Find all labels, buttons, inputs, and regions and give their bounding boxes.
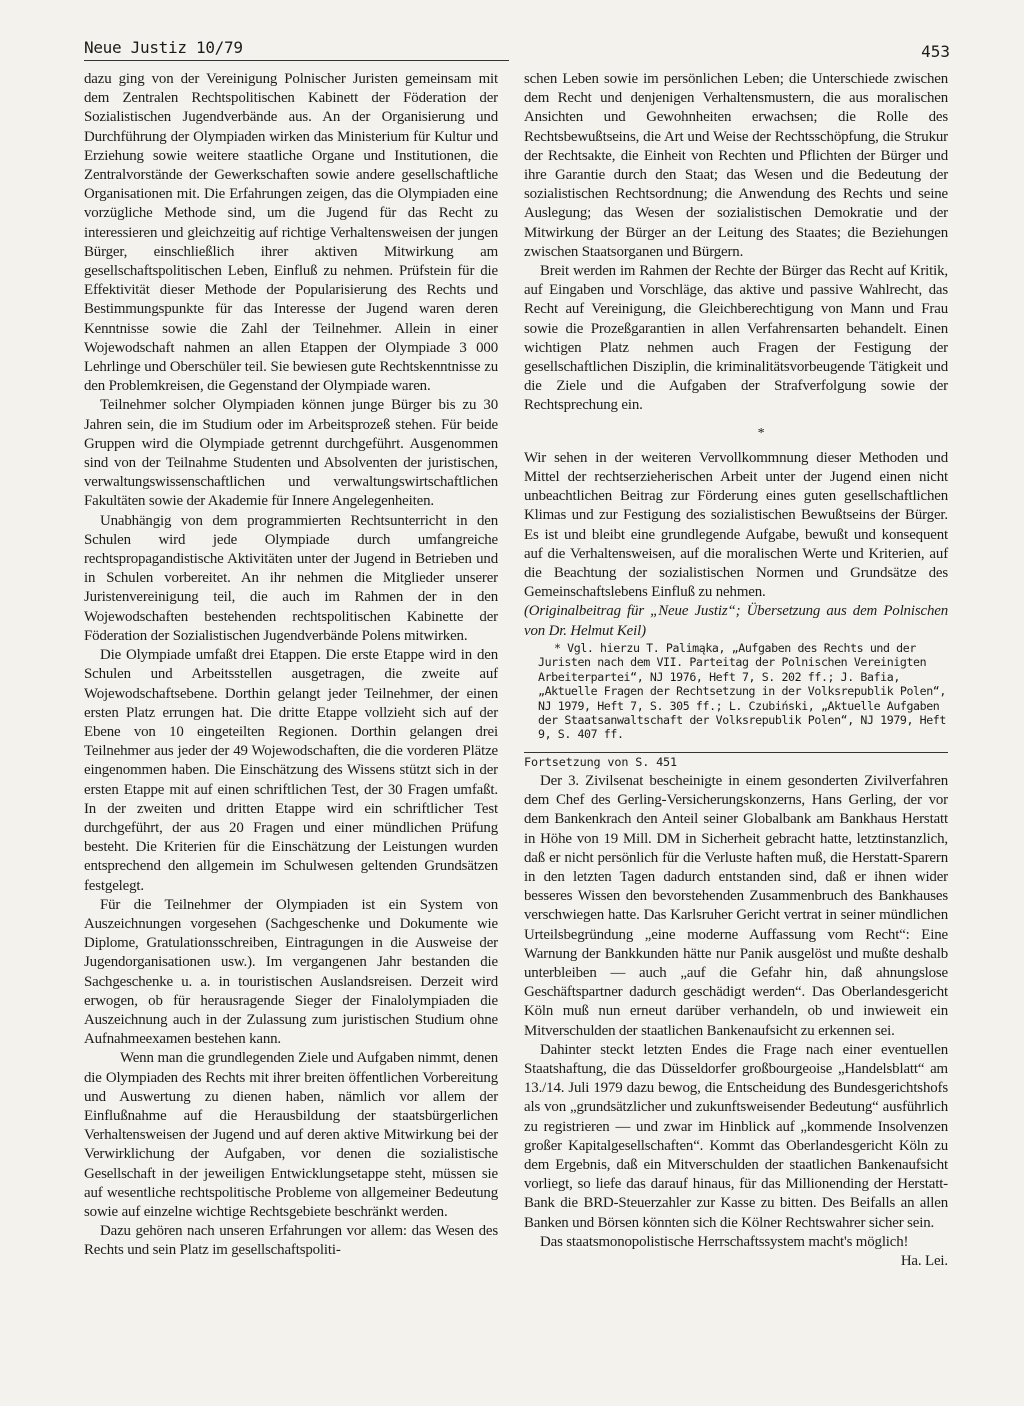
- paragraph: Dazu gehören nach unseren Erfahrungen vor allem: das Wesen des Rechts und sein Platz im gesellschaftspoliti-: [84, 1223, 498, 1259]
- footnote: * Vgl. hierzu T. Palimąka, „Aufgaben des Rechts und der Juristen nach dem VII. Parteitag der Polnischen Vereinigten Arbeiterpartei“, NJ 1976, Heft 7, S. 202 ff.; J. Bafia, „Aktuelle Fragen der Rechtsetzung in der Volksrepublik Polen“, NJ 1979, Heft 7, S. 305 ff.; L. Czubiński, „Aktuelle Aufgaben der Staatsanwaltschaft der Volksrepublik Polen“, NJ 1979, Heft 9, S. 407 ff.: [538, 640, 946, 742]
- paragraph: schen Leben sowie im persönlichen Leben; die Unterschiede zwischen dem Recht und denjenigen Verhaltensmustern, die aus moralischen Ansichten und Gewohnheiten erwachsen; die Rolle des Rechtsbewußtseins, die Art und Weise der Rechtsschöpfung, die Strukur der Rechtsakte, die Einheit von Rechten und Pflichten der Bürger und ihre Garantie durch den Staat; das Wesen und die Bedeutung der sozialistischen Rechtsordnung; die Anwendung des Rechts und seine Auslegung; das Wesen der sozialistischen Demokratie und der Mitwirkung der Bürger an der Leitung des Staates; die Beziehungen zwischen Staatsorganen und Bürgern.: [524, 71, 948, 260]
- paragraph: Teilnehmer solcher Olympiaden können junge Bürger bis zu 30 Jahren sein, die im Studium oder im Arbeitsprozeß stehen. Für beide Gruppen wird die Olympiade getrennt durchgeführt. Ausgenommen sind von der Teilnahme Studenten und Absolventen der juristischen, verwaltungswissenschaftlichen und verwaltungswirtschaftlichen Fakultäten sowie der Akademie für Innere Angelegenheiten.: [84, 397, 498, 510]
- signature: Ha. Lei.: [900, 1253, 948, 1270]
- paragraph: Dahinter steckt letzten Endes die Frage nach einer eventuellen Staatshaftung, die das Düsseldorfer großbourgeoise „Handelsblatt“ am 13./14. Juli 1979 dazu bewog, die Entscheidung des Bundesgerichtshofs als von „grundsätzlicher und zukunftsweisender Bedeutung“ ausführlich zu registrieren — und zwar im Hinblick auf „kommende Insolvenzen großer Kapitalgesellschaften“. Kommt das Oberlandesgericht Köln zu dem Ergebnis, daß ein Mitverschulden der staatlichen Bankenaufsicht vorliegt, so liefe das darauf hinaus, für das Millionending der Herstatt-Bank die BRD-Steuerzahler zur Kasse zu bitten. Des Beifalls an allen Banken und Börsen könnten sich die Kölner Rechtswahrer sicher sein.: [524, 1041, 948, 1231]
- paragraph: dazu ging von der Vereinigung Polnischer Juristen gemeinsam mit dem Zentralen Rechtspolitischen Kabinett der Föderation der Sozialistischen Jugendverbände aus. An der Organisierung und Durchführung der Olympiaden wirken das Ministerium für Kultur und Erziehung sowie weitere staatliche Organe und Institutionen, die Zentralvorstände der Gewerkschaften sowie andere gesellschaftliche Organisationen mit. Die Erfahrungen zeigen, das die Olympiaden eine vorzügliche Methode sind, um die Jugend für das Recht zu interessieren und gleichzeitig auf richtige Verhaltensweisen der jungen Bürger, einschließlich ihrer aktiven Mitwirkung am gesellschaftspolitischen Leben, Einfluß zu nehmen. Prüfstein für die Effektivität dieser Methode der Popularisierung des Rechts und Bestimmungspunkte für das Interesse der Jugend waren deren Kenntnisse sowie die Zahl der Teilnehmer. Allein in einer Wojewodschaft nahmen an allen Etappen der Olympiade 3 000 Lehrlinge und Oberschüler teil. Sie bewiesen gute Rechtskenntnisse zu den Problemkreisen, die Gegenstand der Olympiade waren.: [84, 71, 498, 395]
- paragraph: Breit werden im Rahmen der Rechte der Bürger das Recht auf Kritik, auf Eingaben und Vorschläge, das aktive und passive Wahlrecht, das Recht auf Vereinigung, die Gleichberechtigung von Mann und Frau sowie die Prozeßgarantien in allen Verfahrensarten behandelt. Einen wichtigen Platz nehmen auch Fragen der Festigung der gesellschaftlichen Disziplin, die kriminalitätsvorbeugende Tätigkeit und die Ziele und die Aufgaben der Strafverfolgung sowie der Rechtsprechung ein.: [524, 263, 948, 414]
- asterisk-divider: *: [757, 425, 765, 441]
- paragraph: Der 3. Zivilsenat bescheinigte in einem gesonderten Zivilverfahren dem Chef des Gerling-Versicherungskonzerns, Hans Gerling, der vor dem Bankenkrach den Anteil seiner Globalbank am Bankhaus Herstatt in Höhe von 19 Mill. DM in Sicherheit gebracht hatte, letztinstanzlich, daß er nicht persönlich für die Verluste haften muß, die Herstatt-Sparern in den letzten Tagen dadurch entstanden sind, daß er ihnen wider besseres Wissen den bevorstehenden Zusammenbruch des Bankhauses verschwiegen hatte. Das Karlsruher Gericht vertrat in seiner mündlichen Urteilsbegründung „eine moderne Auffassung vom Recht“: Eine Warnung der Bankkunden hätte nur Panik ausgelöst und mußte deshalb unterbleiben — auch „auf die Gefahr hin, daß ahnungslose Geschäftspartner dadurch geschädigt werden“. Das Oberlandesgericht Köln muß nun erneut darüber verhandeln, ob und inwieweit ein Mitverschulden der staatlichen Bankenaufsicht zu erkennen sei.: [524, 772, 948, 1039]
- section-divider: [524, 424, 948, 443]
- article-credit: (Originalbeitrag für „Neue Justiz“; Übersetzung aus dem Polnischen von Dr. Helmut Keil): [524, 603, 948, 639]
- left-column: [84, 70, 498, 1261]
- page-number: 453: [921, 42, 950, 61]
- paragraph: Das staatsmonopolistische Herrschaftssystem macht's möglich!: [540, 1233, 909, 1250]
- paragraph: Wenn man die grundlegenden Ziele und Aufgaben nimmt, denen die Olympiaden des Rechts mit ihrer breiten öffentlichen Vorbereitung und Auswertung zu dienen haben, nämlich vor allem der Einflußnahme auf die Herausbildung der staatsbürgerlichen Verhaltensweisen der Jugend und auf deren aktive Mitwirkung bei der Verwirklichung der Aufgaben, vor denen die sozialistische Gesellschaft in der jeweiligen Entwicklungsetappe steht, müssen sie auf wesentliche rechtspolitische Probleme von allgemeiner Bedeutung sowie auf einzelne wichtige Rechtsgebiete beschränkt werden.: [84, 1050, 498, 1220]
- right-column: [524, 70, 948, 1271]
- paragraph: Die Olympiade umfaßt drei Etappen. Die erste Etappe wird in den Schulen und Arbeitsstellen ausgetragen, die zweite auf Wojewodschaftsebene. Dorthin gelangt jeder Teilnehmer, der einen ersten Platz errungen hat. Die dritte Etappe vollzieht sich auf der Ebene von 10 eingeteilten Regionen. Dorthin gelangen drei Teilnehmer aus jeder der 49 Wojewodschaften, die die vorderen Plätze eingenommen haben. Die Einschätzung des Wissens stützt sich in der ersten Etappe mit auf einen schriftlichen Test, der 30 Fragen umfaßt. In der zweiten und dritten Etappe wird ein schriftlicher Test durchgeführt, der aus 20 Fragen und einer mündlichen Prüfung besteht. Die Kriterien für die Einschätzung der Leistungen wurden entsprechend den allgemein im Schulwesen geltenden Grundsätzen festgelegt.: [84, 647, 498, 894]
- paragraph: Unabhängig von dem programmierten Rechtsunterricht in den Schulen wird jede Olympiade durch umfangreiche rechtspropagandistische Aktivitäten unter der Jugend in Betrieben und in Schulen vorbereitet. An ihr nehmen die Mitglieder unserer Juristenvereinigung teil, die auch im Rahmen der in den Wojewodschaften bestehenden rechtspolitischen Kabinette der Föderation der Sozialistischen Jugendverbände Polens mitwirken.: [84, 512, 498, 644]
- closing-paragraph: Wir sehen in der weiteren Vervollkommnung dieser Methoden und Mittel der rechtserzieherischen Arbeit unter der Jugend einen nicht unbeachtlichen Beitrag zur Förderung eines guten gesellschaftlichen Klimas und zur Festigung des sozialistischen Bewußtseins der Bürger. Es ist und bleibt eine grundlegende Aufgabe, bewußt und konsequent auf die Verhaltensweisen, auf die moralischen Werte und Kriterien, auf die Beachtung der sozialistischen Normen und Grundsätze des Gemeinschaftslebens Einfluß zu nehmen.: [524, 449, 948, 601]
- continuation-label: Fortsetzung von S. 451: [524, 754, 677, 769]
- page-header: [84, 38, 950, 62]
- journal-issue: Neue Justiz 10/79: [84, 38, 243, 57]
- paragraph: Für die Teilnehmer der Olympiaden ist ein System von Auszeichnungen vorgesehen (Sachgeschenke und Dokumente wie Diplome, Gratulationsschreiben, Eintragungen in die Ausweise der Jugendorganisationen usw.). Im vergangenen Jahr bestanden die Sachgeschenke u. a. in touristischen Auslandsreisen. Derzeit wird erwogen, ob für herausragende Sieger der Finalolympiaden die Auszeichnung auch in der Zulassung zum juristischen Studium ohne Aufnahmeexamen bestehen kann.: [84, 896, 498, 1048]
- header-rule: [84, 60, 509, 61]
